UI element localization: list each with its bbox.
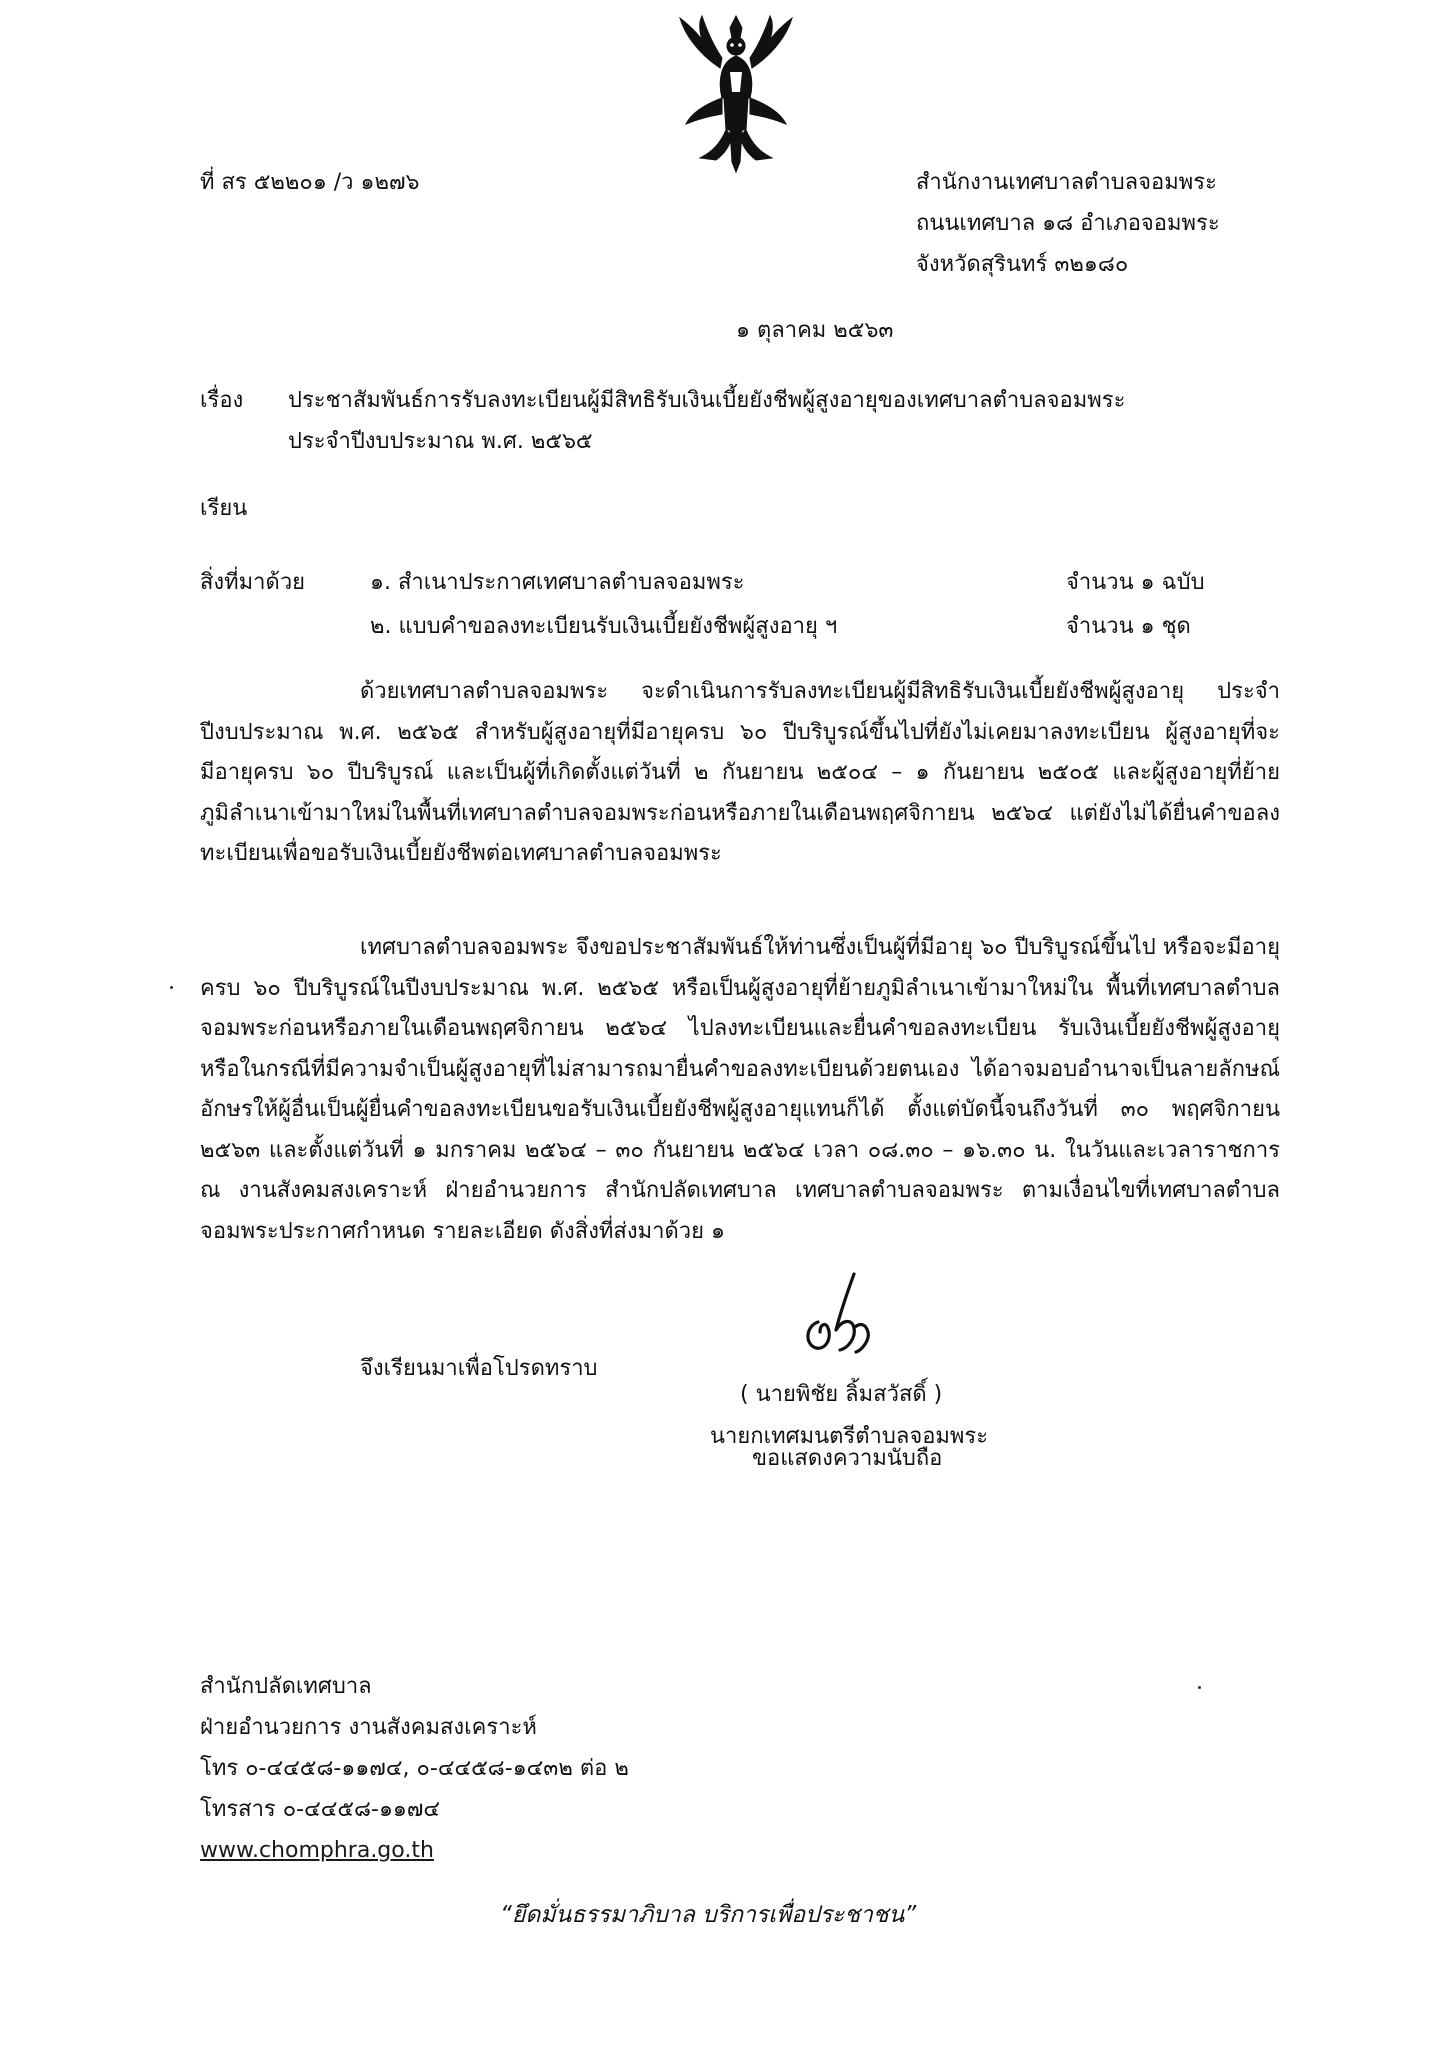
office-line-2: ถนนเทศบาล ๑๘ อำเภอจอมพระ — [916, 211, 1220, 236]
enclosures-label: สิ่งที่มาด้วย — [200, 570, 306, 595]
enclosure-qty-2: จำนวน ๑ ชุด — [1066, 614, 1191, 639]
footer-website-link[interactable]: www.chomphra.go.th — [200, 1838, 434, 1863]
footer-department: สำนักปลัดเทศบาล — [200, 1674, 372, 1699]
letter-date: ๑ ตุลาคม ๒๕๖๓ — [736, 318, 894, 343]
enclosure-item-2: ๒. แบบคำขอลงทะเบียนรับเงินเบี้ยยังชีพผู้สูงอายุ ฯ — [370, 614, 838, 639]
signatory-name: ( นายพิชัย ลิ้มสวัสดิ์ ) — [740, 1382, 943, 1407]
subject-label: เรื่อง — [200, 388, 244, 413]
subject-line-2: ประจำปีงบประมาณ พ.ศ. ๒๕๖๕ — [288, 429, 593, 454]
footer-slogan: “ยึดมั่นธรรมาภิบาล บริการเพื่อประชาชน” — [500, 1902, 917, 1928]
signatory-position: นายกเทศมนตรีตำบลจอมพระ — [710, 1424, 989, 1449]
office-line-3: จังหวัดสุรินทร์ ๓๒๑๘๐ — [916, 252, 1129, 277]
salutation: เรียน — [200, 496, 248, 521]
footer-division: ฝ่ายอำนวยการ งานสังคมสงเคราะห์ — [200, 1715, 537, 1740]
body-paragraph-1: ด้วยเทศบาลตำบลจอมพระ จะดำเนินการรับลงทะเบียนผู้มีสิทธิรับเงินเบี้ยยังชีพผู้สูงอายุ ประจำปีงบประมาณ พ.ศ. ๒๕๖๕ สำหรับผู้สูงอายุที่มีอายุครบ ๖๐ ปีบริบูรณ์ขึ้นไปที่ยังไม่เคยมาลงทะเบียน ผู้สูงอายุที่จะมีอายุครบ ๖๐ ปีบริบูรณ์ และเป็นผู้ที่เกิดตั้งแต่วันที่ ๒ กันยายน ๒๕๐๔ – ๑ กันยายน ๒๕๐๕ และผู้สูงอายุที่ย้ายภูมิลำเนาเข้ามาใหม่ในพื้นที่เทศบาลตำบลจอมพระก่อนหรือภายในเดือนพฤศจิกายน ๒๕๖๔ แต่ยังไม่ได้ยื่นคำขอลงทะเบียนเพื่อขอรับเงินเบี้ยยังชีพต่อเทศบาลตำบลจอมพระ — [200, 679, 1280, 866]
subject-line-1: ประชาสัมพันธ์การรับลงทะเบียนผู้มีสิทธิรับเงินเบี้ยยังชีพผู้สูงอายุของเทศบาลตำบลจอมพระ — [288, 388, 1126, 413]
respect-closing: ขอแสดงความนับถือ — [752, 1446, 943, 1471]
footer-fax: โทรสาร ๐-๔๔๕๘-๑๑๗๔ — [200, 1797, 441, 1822]
scan-speck — [1198, 1686, 1201, 1689]
closing-line: จึงเรียนมาเพื่อโปรดทราบ — [360, 1356, 598, 1381]
enclosure-item-1: ๑. สำเนาประกาศเทศบาลตำบลจอมพระ — [370, 570, 745, 595]
enclosure-qty-1: จำนวน ๑ ฉบับ — [1066, 570, 1205, 595]
footer-phone: โทร ๐-๔๔๕๘-๑๑๗๔, ๐-๔๔๕๘-๑๔๓๒ ต่อ ๒ — [200, 1756, 629, 1781]
scan-speck — [170, 986, 173, 989]
reference-number: ที่ สร ๕๒๒๐๑ /ว ๑๒๗๖ — [200, 170, 420, 195]
garuda-emblem-icon — [676, 12, 796, 180]
body-paragraph-2: เทศบาลตำบลจอมพระ จึงขอประชาสัมพันธ์ให้ท่านซึ่งเป็นผู้ที่มีอายุ ๖๐ ปีบริบูรณ์ขึ้นไป หรือจะมีอายุครบ ๖๐ ปีบริบูรณ์ในปีงบประมาณ พ.ศ. ๒๕๖๕ หรือเป็นผู้สูงอายุที่ย้ายภูมิลำเนาเข้ามาใหม่ใน พื้นที่เทศบาลตำบลจอมพระก่อนหรือภายในเดือนพฤศจิกายน ๒๕๖๔ ไปลงทะเบียนและยื่นคำขอลงทะเบียน รับเงินเบี้ยยังชีพผู้สูงอายุ หรือในกรณีที่มีความจำเป็นผู้สูงอายุที่ไม่สามารถมายื่นคำขอลงทะเบียนด้วยตนเอง ได้อาจมอบอำนาจเป็นลายลักษณ์อักษรให้ผู้อื่นเป็นผู้ยื่นคำขอลงทะเบียนขอรับเงินเบี้ยยังชีพผู้สูงอายุแทนก็ได้ ตั้งแต่บัดนี้จนถึงวันที่ ๓๐ พฤศจิกายน ๒๕๖๓ และตั้งแต่วันที่ ๑ มกราคม ๒๕๖๔ – ๓๐ กันยายน ๒๕๖๔ เวลา ๐๘.๓๐ – ๑๖.๓๐ น. ในวันและเวลาราชการ ณ งานสังคมสงเคราะห์ ฝ่ายอำนวยการ สำนักปลัดเทศบาล เทศบาลตำบลจอมพระ ตามเงื่อนไขที่เทศบาลตำบลจอมพระประกาศกำหนด รายละเอียด ดังสิ่งที่ส่งมาด้วย ๑ — [200, 935, 1280, 1244]
office-line-1: สำนักงานเทศบาลตำบลจอมพระ — [916, 170, 1217, 195]
signature-icon — [796, 1270, 880, 1360]
